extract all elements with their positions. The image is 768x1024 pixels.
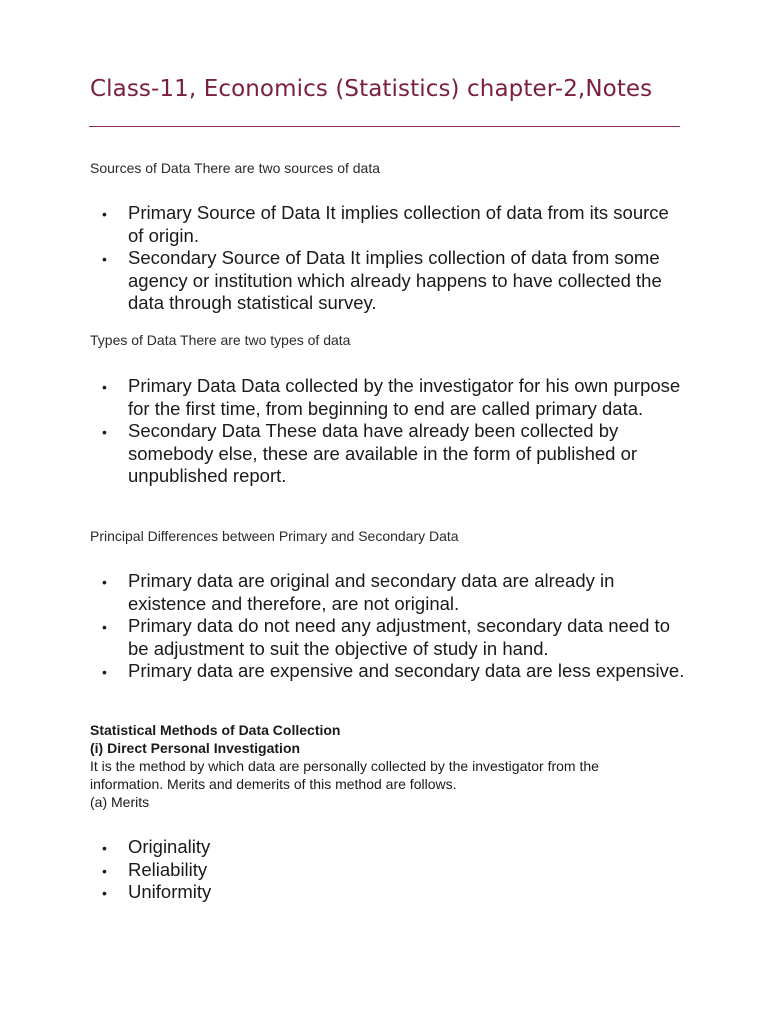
list-item-text: Reliability — [128, 858, 208, 880]
list-item — [0, 881, 688, 904]
methods-subheading: (i) Direct Personal Investigation — [90, 740, 301, 756]
list-item-text: Secondary Source of Data It implies collection of data from some agency or institution which already happens to have collected the data through statistical survey. — [128, 247, 662, 313]
methods-paragraph: It is the method by which data are personally collected by the investigator from the information. Merits and demerits of this method are follows. — [90, 758, 599, 792]
bullet-icon: • — [102, 840, 107, 856]
title-divider — [89, 126, 680, 127]
list-item — [0, 202, 688, 247]
page-title: Class-11, Economics (Statistics) chapter-2,Notes — [90, 76, 653, 102]
sources-list — [0, 202, 688, 315]
list-item — [0, 375, 688, 420]
bullet-icon: • — [102, 206, 107, 222]
bullet-icon: • — [102, 862, 107, 879]
methods-heading: Statistical Methods of Data Collection — [90, 722, 341, 738]
merits-list — [0, 836, 688, 904]
bullet-icon: • — [102, 424, 107, 440]
bullet-icon: • — [102, 379, 107, 395]
list-item — [0, 570, 688, 615]
bullet-icon: • — [102, 885, 107, 901]
bullet-icon: • — [102, 619, 107, 635]
list-item — [0, 247, 688, 315]
merits-label: (a) Merits — [90, 794, 150, 810]
list-item-text: Primary data are original and secondary data are already in existence and therefore, are not original. — [128, 570, 615, 614]
list-item-text: Primary data do not need any adjustment, secondary data need to be adjustment to suit the objective of study in hand. — [128, 615, 670, 659]
list-item — [0, 660, 688, 683]
list-item — [0, 836, 688, 859]
list-item-text: Primary data are expensive and secondary data are less expensive. — [128, 660, 685, 681]
differences-list — [0, 570, 688, 683]
differences-heading: Principal Differences between Primary and Secondary Data — [90, 528, 459, 544]
list-item-text: Originality — [128, 836, 211, 857]
sources-heading: Sources of Data There are two sources of data — [90, 160, 381, 176]
types-list — [0, 375, 688, 488]
list-item-text: Secondary Data These data have already been collected by somebody else, these are available in the form of published or unpublished report. — [128, 420, 638, 486]
bullet-icon: • — [102, 664, 107, 680]
list-item — [0, 420, 688, 488]
list-item-text: Primary Source of Data It implies collection of data from its source of origin. — [128, 202, 669, 246]
list-item — [0, 859, 688, 882]
bullet-icon: • — [102, 251, 107, 267]
bullet-icon: • — [102, 574, 107, 590]
list-item-text: Primary Data Data collected by the investigator for his own purpose for the first time, from beginning to end are called primary data. — [128, 375, 681, 419]
types-heading: Types of Data There are two types of data — [90, 332, 351, 348]
list-item-text: Uniformity — [128, 881, 212, 902]
list-item — [0, 615, 688, 660]
